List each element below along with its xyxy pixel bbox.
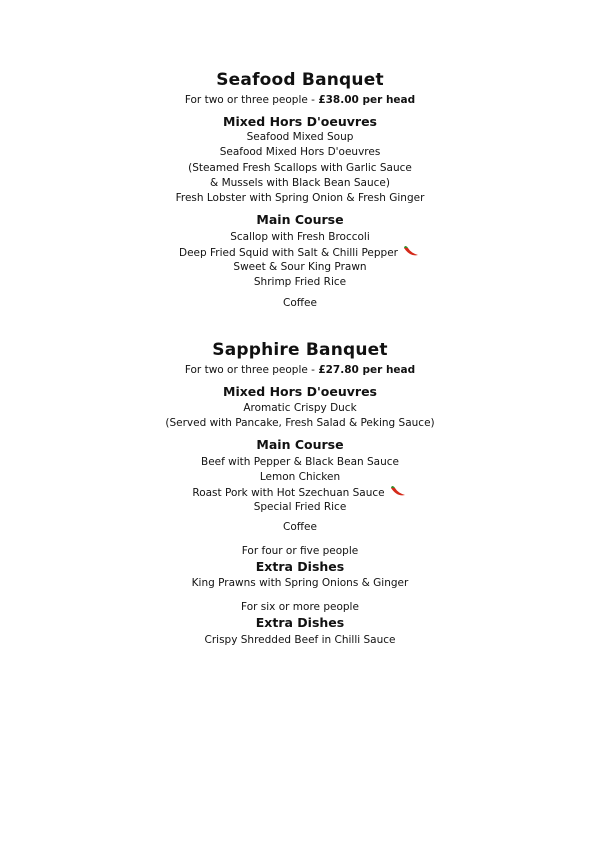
menu-item: (Steamed Fresh Scallops with Garlic Sauce — [188, 162, 412, 174]
sapphire-coffee: Coffee — [283, 521, 317, 533]
menu-item: Fresh Lobster with Spring Onion & Fresh Ginger — [175, 192, 425, 204]
extra-dishes-heading: Extra Dishes — [255, 559, 345, 574]
seafood-main-course-heading: Main Course — [256, 212, 344, 227]
menu-item-spicy — [0, 485, 600, 501]
menu-item: Lemon Chicken — [259, 471, 341, 483]
menu-item-label: Roast Pork with Hot Szechuan Sauce — [192, 487, 385, 499]
menu-item: Seafood Mixed Soup — [246, 131, 354, 143]
menu-item: Seafood Mixed Hors D'oeuvres — [219, 146, 381, 158]
chili-pepper-icon — [388, 485, 408, 497]
menu-item-label: Deep Fried Squid with Salt & Chilli Pepper — [178, 247, 398, 259]
menu-item: King Prawns with Spring Onions & Ginger — [191, 577, 409, 589]
chili-pepper-icon — [401, 245, 421, 257]
sapphire-banquet-title: Sapphire Banquet — [212, 340, 388, 360]
sapphire-price-line — [0, 363, 600, 377]
menu-item: Aromatic Crispy Duck — [243, 402, 357, 414]
extra-dishes-note-6-plus: For six or more people — [241, 601, 359, 613]
seafood-price-value: £38.00 per head — [318, 94, 416, 106]
seafood-coffee: Coffee — [283, 297, 317, 309]
menu-item: Crispy Shredded Beef in Chilli Sauce — [204, 634, 396, 646]
menu-item: Sweet & Sour King Prawn — [233, 261, 367, 273]
seafood-banquet-title: Seafood Banquet — [216, 70, 384, 90]
menu-item: & Mussels with Black Bean Sauce) — [210, 177, 390, 189]
extra-dishes-heading: Extra Dishes — [255, 615, 345, 630]
menu-item: Beef with Pepper & Black Bean Sauce — [201, 456, 399, 468]
seafood-price-prefix: For two or three people - — [184, 94, 319, 106]
seafood-starters-heading: Mixed Hors D'oeuvres — [223, 114, 377, 129]
menu-item: (Served with Pancake, Fresh Salad & Peking Sauce) — [165, 417, 435, 429]
extra-dishes-note-4-5: For four or five people — [241, 545, 359, 557]
sapphire-price-prefix: For two or three people - — [184, 364, 319, 376]
sapphire-starters-heading: Mixed Hors D'oeuvres — [223, 384, 377, 399]
menu-item: Shrimp Fried Rice — [253, 276, 347, 288]
menu-item: Special Fried Rice — [253, 501, 347, 513]
menu-item-spicy — [0, 245, 600, 261]
menu-item: Scallop with Fresh Broccoli — [230, 231, 370, 243]
sapphire-price-value: £27.80 per head — [318, 364, 416, 376]
sapphire-main-course-heading: Main Course — [256, 437, 344, 452]
seafood-price-line — [0, 93, 600, 107]
